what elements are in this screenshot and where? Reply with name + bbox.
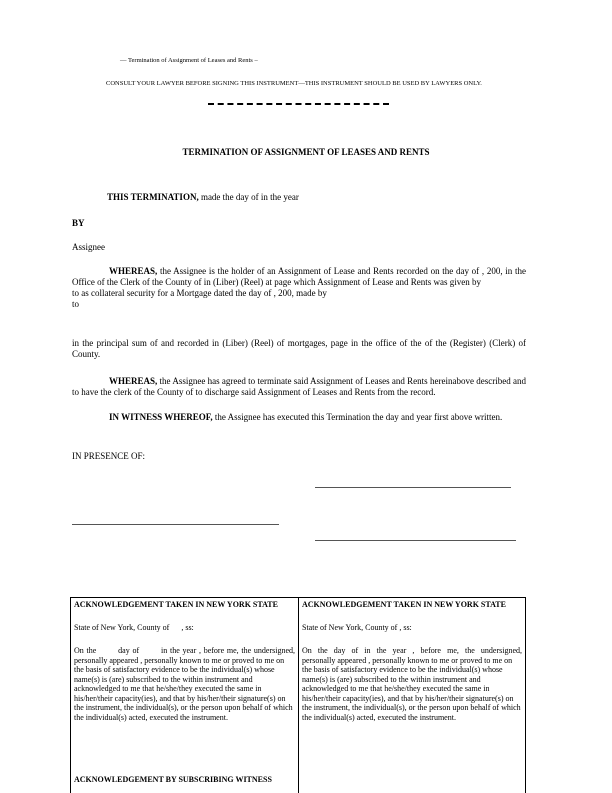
- running-title: — Termination of Assignment of Leases and Rents –: [120, 57, 258, 64]
- whereas1-lead: WHEREAS,: [109, 266, 158, 276]
- ack-left-state: State of New York, County of , ss:: [74, 623, 194, 632]
- whereas1-text: the Assignee is the holder of an Assignment of Lease and Rents recorded on the day of , 200, in the Office of the Clerk of the County of in (Liber) (Reel) at page which Assignment of Lease and Rents was given by: [72, 266, 526, 287]
- ack-right-heading: ACKNOWLEDGEMENT TAKEN IN NEW YORK STATE: [302, 600, 506, 609]
- ack-left-body: personally appeared , personally known to me or proved to me on the basis of satisfactory evidence to be the individual(s) whose name(s) is (are) subscribed to the within instrument and acknowledged to me that he/she/they executed the same in his/her/their capacity(ies), and that by his/her/their signature(s) on the instrument, the individual(s), or the person upon behalf of which the individual(s) acted, executed the instrument.: [74, 655, 293, 722]
- whereas-paragraph-2: [72, 376, 526, 398]
- assignee-signature-line[interactable]: [315, 487, 511, 488]
- ack-left-footer: ACKNOWLEDGEMENT BY SUBSCRIBING WITNESS: [74, 775, 272, 784]
- witness-text: the Assignee has executed this Termination the day and year first above written.: [212, 412, 503, 422]
- in-presence-label: IN PRESENCE OF:: [72, 451, 146, 461]
- ack-left-column: [71, 598, 298, 793]
- assignee-name-line[interactable]: [315, 540, 516, 541]
- ack-left-heading: ACKNOWLEDGEMENT TAKEN IN NEW YORK STATE: [74, 600, 278, 609]
- whereas1-line3: to: [72, 299, 80, 309]
- opening-text: made the day of in the year: [198, 192, 299, 202]
- opening-paragraph: [107, 192, 299, 203]
- consult-notice: CONSULT YOUR LAWYER BEFORE SIGNING THIS INSTRUMENT—THIS INSTRUMENT SHOULD BE USED BY LAWYERS ONLY.: [106, 80, 482, 87]
- assignee-label: Assignee: [72, 242, 105, 252]
- ack-right-state: State of New York, County of , ss:: [302, 623, 412, 632]
- whereas2-lead: WHEREAS,: [109, 376, 158, 386]
- ack-right-column: [298, 598, 525, 793]
- witness-lead: IN WITNESS WHEREOF,: [109, 412, 213, 422]
- ack-left-text: [74, 646, 295, 722]
- dashed-divider: [208, 103, 389, 105]
- ack-right-text: [302, 646, 522, 722]
- acknowledgement-table: [70, 597, 526, 793]
- whereas2-text: the Assignee has agreed to terminate said Assignment of Leases and Rents hereinabove described and to have the clerk of the County of to discharge said Assignment of Leases and Rents from the record.: [72, 376, 526, 397]
- ack-right-first-line: On the day of in the year , before me, the undersigned,: [302, 646, 522, 655]
- witness-signature-line[interactable]: [72, 524, 279, 525]
- document-title: TERMINATION OF ASSIGNMENT OF LEASES AND RENTS: [182, 147, 430, 157]
- whereas1-main: [72, 266, 526, 288]
- whereas-paragraph-1: [72, 266, 526, 310]
- principal-paragraph: in the principal sum of and recorded in (Liber) (Reel) of mortgages, page in the office of the of the (Register) (Clerk) of County.: [72, 338, 526, 359]
- whereas1-line2: to as collateral security for a Mortgage dated the day of , 200, made by: [72, 288, 327, 298]
- witness-paragraph: [72, 412, 526, 423]
- by-label: BY: [72, 218, 85, 228]
- opening-lead: THIS TERMINATION,: [107, 192, 199, 202]
- ack-right-body: personally appeared , personally known to me or proved to me on the basis of satisfactory evidence to be the individual(s) whose name(s) is (are) subscribed to the within instrument and acknowledged to me that he/she/they executed the same in his/her/their capacity(ies), and that by his/her/their signature(s) on the instrument, the individual(s), or the person upon behalf of which the individual(s) acted, executed the instrument.: [302, 655, 521, 722]
- ack-left-first-line: On the day of in the year , before me, the undersigned,: [74, 646, 295, 655]
